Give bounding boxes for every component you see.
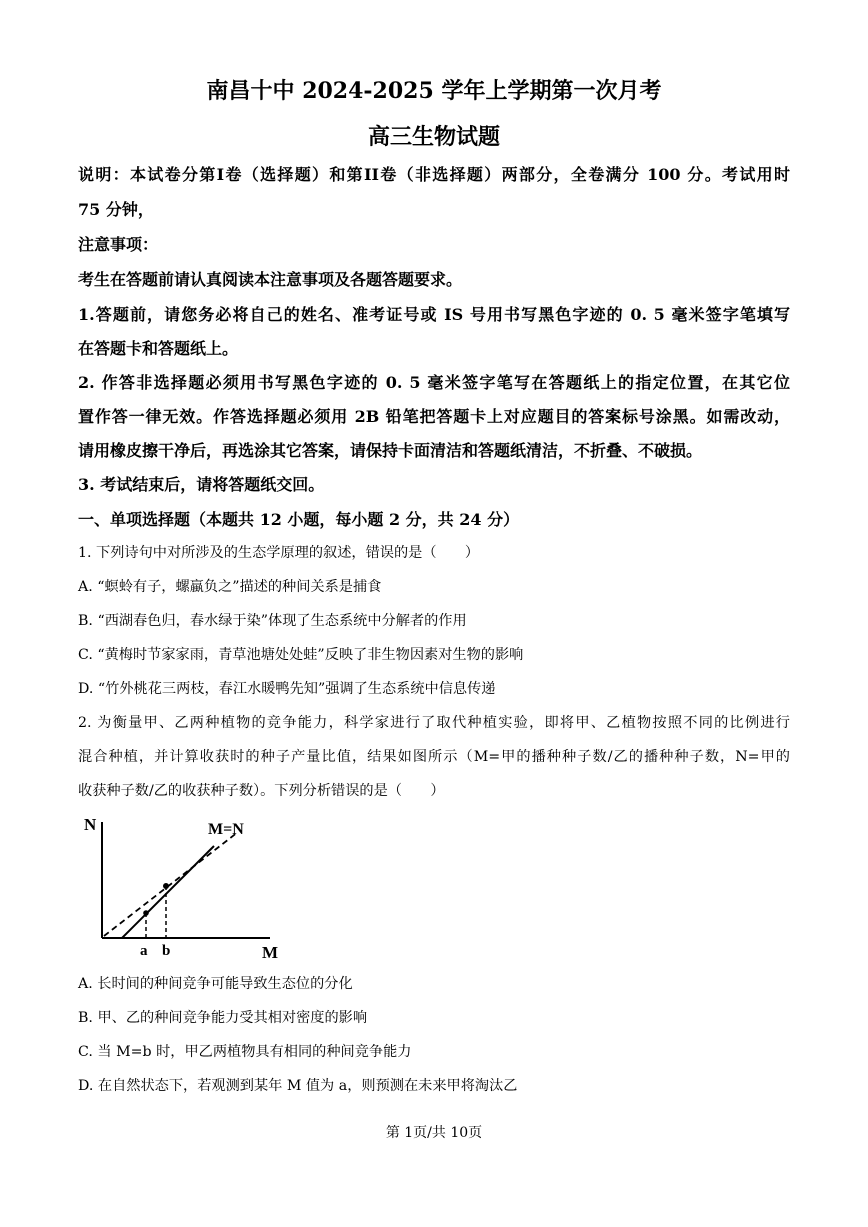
instructions-line-2: 75 分钟， <box>78 200 154 219</box>
exam-subtitle: 高三生物试题 <box>367 124 500 150</box>
q1-stem: 1. 下列诗句中对所涉及的生态学原理的叙述，错误的是（ ） <box>78 545 480 561</box>
notice-item-2-line-3: 请用橡皮擦干净后，再选涂其它答案，请保持卡面清洁和答题纸清洁，不折叠、不破损。 <box>78 441 703 460</box>
section-heading: 一、单项选择题（本题共 12 小题，每小题 2 分，共 24 分） <box>78 510 520 529</box>
y-axis-label: N <box>84 815 97 834</box>
q1-option-d: D. “竹外桃花三两枝，春江水暖鸭先知”强调了生态系统中信息传递 <box>78 681 496 697</box>
exam-title: 南昌十中 2024-2025 学年上学期第一次月考 <box>206 78 662 104</box>
q2-option-c: C. 当 M=b 时，甲乙两植物具有相同的种间竞争能力 <box>78 1044 412 1060</box>
m-equals-n-label: M=N <box>208 821 244 838</box>
instructions-line-1: 说明：本试卷分第I卷（选择题）和第II卷（非选择题）两部分，全卷满分 100 分。考试用时 <box>78 165 790 184</box>
notice-item-3: 3. 考试结束后，请将答题纸交回。 <box>78 475 325 494</box>
notice-item-2-line-2: 置作答一律无效。作答选择题必须用 2B 铅笔把答题卡上对应题目的答案标号涂黑。如需改动， <box>78 407 790 426</box>
notice-intro: 考生在答题前请认真阅读本注意事项及各题答题要求。 <box>78 270 463 289</box>
q1-option-a: A. “螟蛉有子，螺蠃负之”描述的种间关系是捕食 <box>78 579 382 595</box>
competition-figure <box>80 806 290 964</box>
point-b-label: b <box>162 943 171 959</box>
q2-option-d: D. 在自然状态下，若观测到某年 M 值为 a，则预测在未来甲将淘汰乙 <box>78 1078 518 1094</box>
point-a-label: a <box>140 943 148 959</box>
q2-stem-line-3: 收获种子数/乙的收获种子数）。下列分析错误的是（ ） <box>78 783 445 799</box>
q2-stem-line-1: 2. 为衡量甲、乙两种植物的竞争能力，科学家进行了取代种植实验，即将甲、乙植物按照不同的比例进行 <box>78 715 790 731</box>
notice-item-1-line-1: 1.答题前，请您务必将自己的姓名、准考证号或 IS 号用书写黑色字迹的 0. 5 毫米签字笔填写 <box>78 305 790 324</box>
q1-option-c: C. “黄梅时节家家雨，青草池塘处处蛙”反映了非生物因素对生物的影响 <box>78 647 524 663</box>
notice-heading: 注意事项： <box>78 235 159 254</box>
notice-item-2-line-1: 2. 作答非选择题必须用书写黑色字迹的 0. 5 毫米签字笔写在答题纸上的指定位置，在其它位 <box>78 373 790 392</box>
m-equals-n-line <box>104 832 238 936</box>
q2-option-b: B. 甲、乙的种间竞争能力受其相对密度的影响 <box>78 1010 368 1026</box>
page-footer: 第 1页/共 10页 <box>385 1125 483 1141</box>
q2-option-a: A. 长时间的种间竞争可能导致生态位的分化 <box>78 976 353 992</box>
q2-stem-line-2: 混合种植，并计算收获时的种子产量比值，结果如图所示（M=甲的播种种子数/乙的播种种子数，N=甲的 <box>78 749 790 765</box>
q1-option-b: B. “西湖春色归，春水绿于染”体现了生态系统中分解者的作用 <box>78 613 467 629</box>
notice-item-1-line-2: 在答题卡和答题纸上。 <box>78 339 239 358</box>
data-line <box>122 846 214 938</box>
x-axis-label: M <box>262 943 279 962</box>
